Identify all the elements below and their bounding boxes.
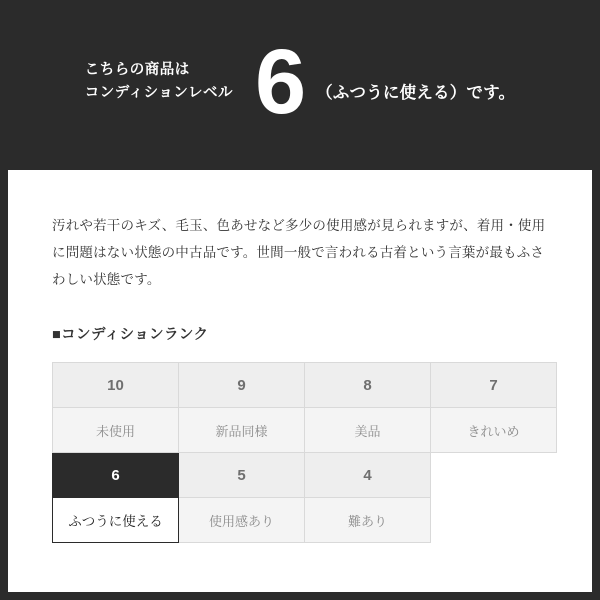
condition-rank-heading: ■コンディションランク xyxy=(52,327,209,343)
rank-label-4: 難あり xyxy=(305,498,431,543)
rank-label-5: 使用感あり xyxy=(179,498,305,543)
rank-label-6-selected: ふつうに使える xyxy=(53,498,179,543)
header-lead-text xyxy=(85,59,233,106)
condition-description: 汚れや若干のキズ、毛玉、色あせなど多少の使用感が見られますが、着用・使用に問題はない状態の中古品です。世間一般で言われる古着という言葉が最もふさわしい状態です。 xyxy=(52,218,546,287)
rank-cell-empty-bottom xyxy=(431,498,557,543)
rank-label-9: 新品同様 xyxy=(179,408,305,453)
rank-number-6-selected: 6 xyxy=(53,453,179,498)
header-content xyxy=(34,31,566,134)
rank-label-7: きれいめ xyxy=(431,408,557,453)
rank-number-10: 10 xyxy=(53,363,179,408)
condition-rank-table xyxy=(52,362,557,543)
header-tail-text: （ふつうに使える）です。 xyxy=(316,83,516,102)
table-row xyxy=(53,498,557,543)
rank-number-4: 4 xyxy=(305,453,431,498)
header-lead-line1: こちらの商品は xyxy=(84,62,190,79)
header-lead-line2: コンディションレベル xyxy=(84,84,233,101)
rank-label-10: 未使用 xyxy=(53,408,179,453)
condition-level-number: 6 xyxy=(254,31,305,134)
rank-number-5: 5 xyxy=(179,453,305,498)
rank-number-7: 7 xyxy=(431,363,557,408)
description-card xyxy=(8,170,592,592)
table-row xyxy=(53,453,557,498)
rank-label-8: 美品 xyxy=(305,408,431,453)
header-banner xyxy=(0,0,600,165)
rank-number-9: 9 xyxy=(179,363,305,408)
rank-number-8: 8 xyxy=(305,363,431,408)
table-row xyxy=(53,408,557,453)
rank-cell-empty-top xyxy=(431,453,557,498)
table-row xyxy=(53,363,557,408)
